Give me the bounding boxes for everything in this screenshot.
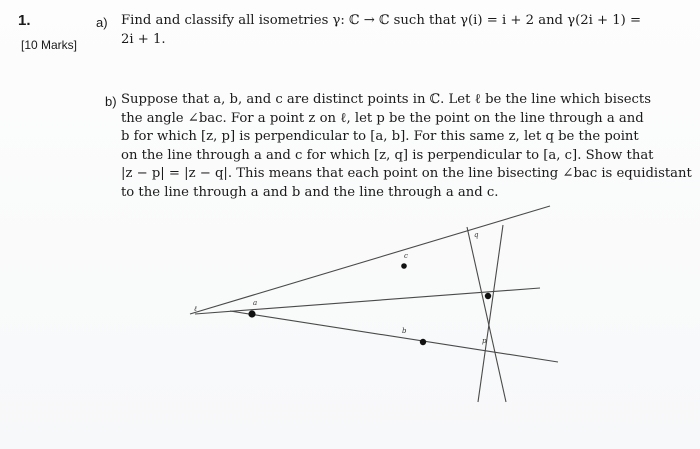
label-q: q xyxy=(474,231,479,239)
label-a: a xyxy=(253,299,258,307)
marks-label: [10 Marks] xyxy=(21,38,78,52)
label-p: p xyxy=(482,337,487,345)
line-zq xyxy=(467,227,506,402)
line-ac xyxy=(190,206,550,314)
label-b: b xyxy=(402,327,407,335)
point-b xyxy=(420,339,426,345)
part-b-line: the angle ∠bac. For a point z on ℓ, let p be the point on the line through a and xyxy=(121,110,644,126)
figure-lines xyxy=(190,206,558,402)
label-ell: ℓ xyxy=(194,305,197,313)
label-c: c xyxy=(404,252,408,260)
part-b-line: Suppose that a, b, and c are distinct points in ℂ. Let ℓ be the line which bisects xyxy=(121,92,651,107)
line-ab xyxy=(230,311,558,362)
part-b-line: to the line through a and b and the line through a and c. xyxy=(121,184,499,200)
point-c xyxy=(401,263,407,269)
part-b-label: b) xyxy=(105,94,117,109)
question-number: 1. xyxy=(18,12,31,29)
part-a-line: 2i + 1. xyxy=(121,31,166,47)
point-a xyxy=(248,310,255,317)
part-a-line: Find and classify all isometries γ: ℂ → ℂ such that γ(i) = i + 2 and γ(2i + 1) = xyxy=(121,13,642,28)
part-b-line: |z − p| = |z − q|. This means that each point on the line bisecting ∠bac is equidistant xyxy=(121,166,692,182)
part-b-line: on the line through a and c for which [z, q] is perpendicular to [a, c]. Show that xyxy=(121,147,654,163)
part-a-label: a) xyxy=(96,15,108,30)
point-z xyxy=(485,293,491,299)
line-zp xyxy=(478,225,503,402)
part-b-line: b for which [z, p] is perpendicular to [a, b]. For this same z, let q be the point xyxy=(121,129,639,145)
line-ell xyxy=(195,288,540,314)
